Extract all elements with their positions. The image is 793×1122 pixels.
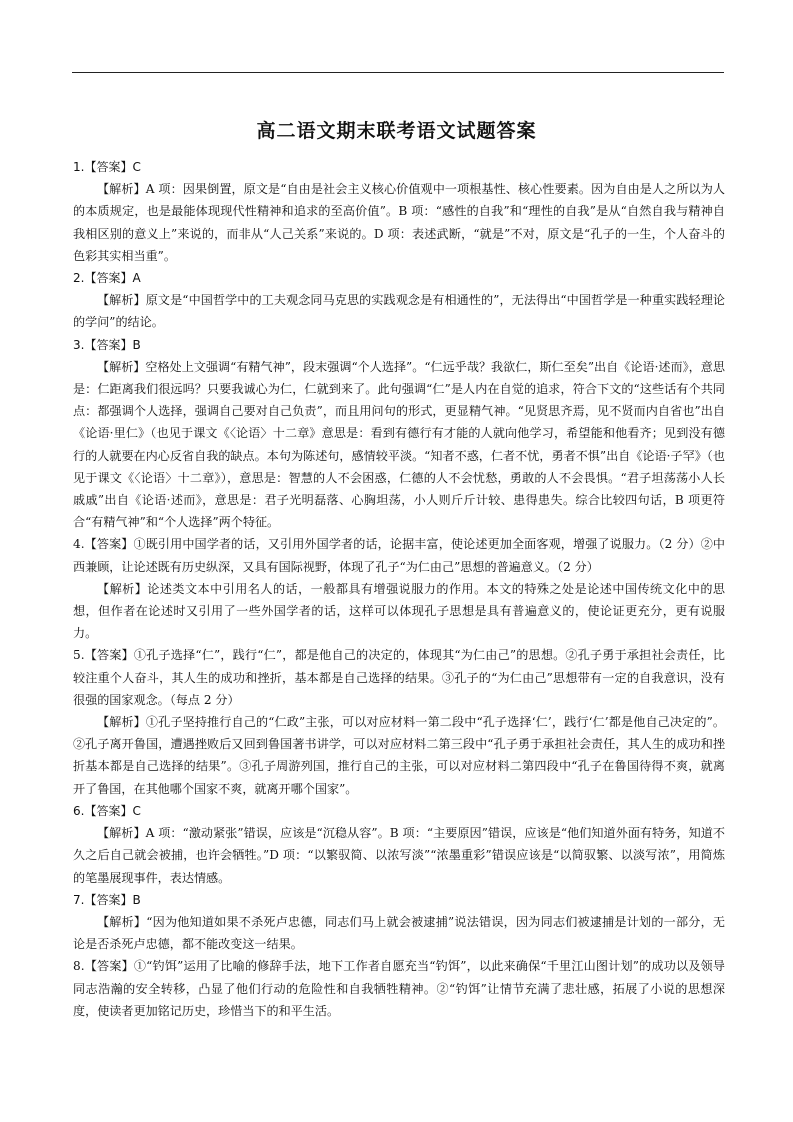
q4-answer: 4.【答案】①既引用中国学者的话，又引用外国学者的话，论据丰富，使论述更加全面客观，增强了说服力。（2 分）②中西兼顾，让论述既有历史纵深，又具有国际视野，体现了孔子“为仁由己”思想的普遍意义。（2 分） xyxy=(73,537,725,574)
q8-answer: 8.【答案】①“钓饵”运用了比喻的修辞手法，地下工作者自愿充当“钓饵”，以此来确保“千里江山图计划”的成功以及领导同志浩瀚的安全转移，凸显了他们行动的危险性和自我牺牲精神。②“钓饵”让情节充满了悲壮感，拓展了小说的思想深度，使读者更加铭记历史，珍惜当下的和平生活。 xyxy=(73,959,725,1018)
q3-analysis: 【解析】空格处上文强调“有精气神”，段末强调“个人选择”。“仁远乎哉？我欲仁，斯仁至矣”出自《论语·述而》，意思是：仁距离我们很远吗？只要我诚心为仁，仁就到来了。此句强调“仁”是人内在自觉的追求，符合下文的“这些话有个共同点：都强调个人选择，强调自己要对自己负责”，而且用问句的形式，更显精气神。“见贤思齐焉，见不贤而内自省也”出自《论语·里仁》（也见于课文《〈论语〉十二章》意思是：看到有德行有才能的人就向他学习，希望能和他看齐；见到没有德行的人就要在内心反省自我的缺点。本句为陈述句，感情较平淡。“知者不惑，仁者不忧，勇者不惧”出自《论语·子罕》（也见于课文《〈论语〉十二章》），意思是：智慧的人不会困惑，仁德的人不会忧愁，勇敢的人不会畏惧。“君子坦荡荡小人长戚戚”出自《论语·述而》，意思是：君子光明磊落、心胸坦荡，小人则斤斤计较、患得患失。综合比较四句话，B 项更符合“有精气神”和“个人选择”两个特征。 xyxy=(73,359,725,530)
q7-analysis: 【解析】“因为他知道如果不杀死卢忠德，同志们马上就会被逮捕”说法错误，因为同志们被逮捕是计划的一部分，无论是否杀死卢忠德，都不能改变这一结果。 xyxy=(73,914,725,952)
header-rule xyxy=(72,72,724,73)
q4-analysis: 【解析】论述类文本中引用名人的话，一般都具有增强说服力的作用。本文的特殊之处是论述中国传统文化中的思想，但作者在论述时又引用了一些外国学者的话，这样可以体现孔子思想是具有普遍意义的，使论证更充分，更有说服力。 xyxy=(73,581,725,641)
q6-analysis: 【解析】A 项：“激动紧张”错误，应该是“沉稳从容”。B 项：“主要原因”错误，应该是“他们知道外面有特务，知道不久之后自己就会被捕，也许会牺牲。”D 项：“以繁驭简、以浓写淡”“浓墨重彩”错误应该是“以简驭繁、以淡写浓”，用简炼的笔墨展现事件，表达情感。 xyxy=(73,826,725,885)
q3-answer: 3.【答案】B xyxy=(73,337,141,352)
q7-answer: 7.【答案】B xyxy=(73,892,141,907)
q2-answer: 2.【答案】A xyxy=(73,271,141,286)
page-title: 高二语文期末联考语文试题答案 xyxy=(256,120,537,142)
q1-answer: 1.【答案】C xyxy=(73,160,141,174)
q6-answer: 6.【答案】C xyxy=(73,803,141,818)
q5-analysis: 【解析】①孔子坚持推行自己的“仁政”主张，可以对应材料一第二段中“孔子选择‘仁’，践行‘仁’都是他自己决定的”。②孔子离开鲁国，遭遇挫败后又回到鲁国著书讲学，可以对应材料二第三段中“孔子勇于承担社会责任，其人生的成功和挫折基本都是自己选择的结果”。③孔子周游列国，推行自己的主张，可以对应材料二第四段中“孔子在鲁国待得不爽，就离开了鲁国，在其他哪个国家不爽，就离开哪个国家”。 xyxy=(73,715,725,796)
answer-content xyxy=(73,156,725,1022)
q5-answer: 5.【答案】①孔子选择“仁”，践行“仁”，都是他自己的决定的，体现其“为仁由己”的思想。②孔子勇于承担社会责任，比较注重个人奋斗，其人生的成功和挫折，基本都是自己选择的结果。③孔子的“为仁由己”思想带有一定的自我意识，没有很强的国家观念。（每点 2 分） xyxy=(73,648,725,707)
q1-analysis: 【解析】A 项：因果倒置，原文是“自由是社会主义核心价值观中一项根基性、核心性要素。因为自由是人之所以为人的本质规定，也是最能体现现代性精神和追求的至高价值”。B 项：“感性的自我”和“理性的自我”是从“自然自我与精神自我相区别的意义上”来说的，而非从“人己关系”来说的。D 项：表述武断，“就是”不对，原文是“孔子的一生，个人奋斗的色彩其实相当重”。 xyxy=(73,182,725,263)
q2-analysis: 【解析】原文是“中国哲学中的工夫观念同马克思的实践观念是有相通性的”，无法得出“中国哲学是一种重实践轻理论的学问”的结论。 xyxy=(73,293,725,330)
